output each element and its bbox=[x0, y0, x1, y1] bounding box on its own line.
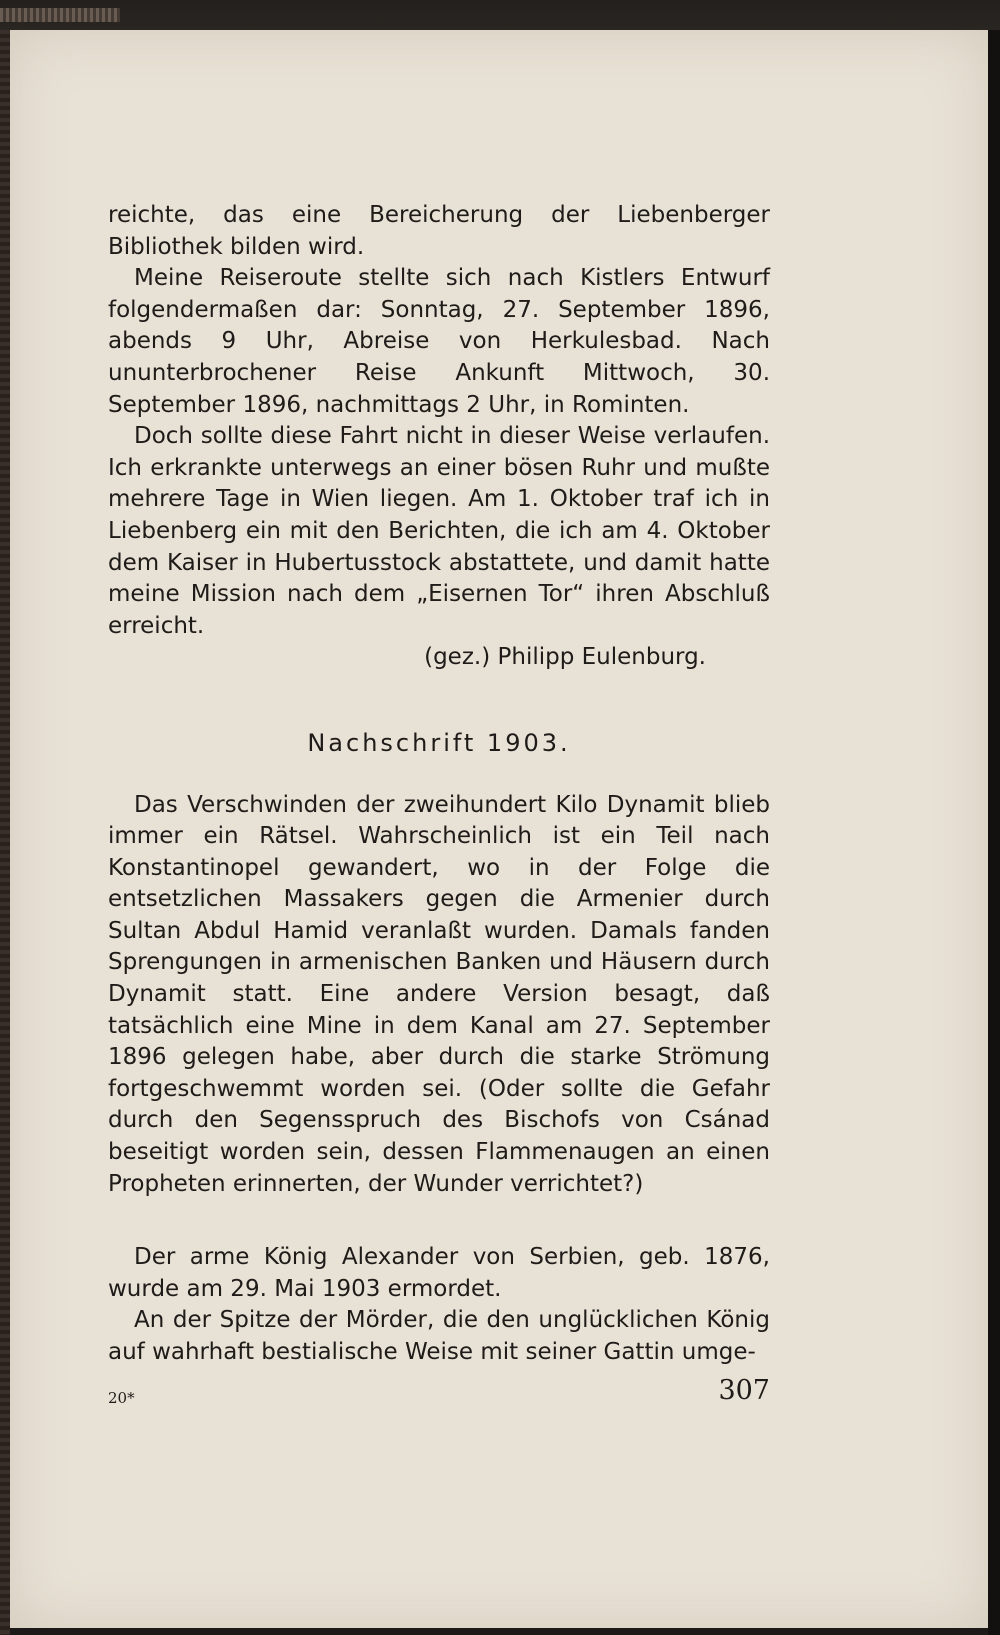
signature-mark: 20* bbox=[108, 1389, 135, 1407]
book-right-edge bbox=[988, 30, 1000, 1635]
paragraph-gap bbox=[108, 1200, 770, 1242]
book-spine-edge bbox=[0, 30, 10, 1635]
page-text bbox=[108, 200, 770, 1369]
paragraph: Der arme König Alexander von Serbien, geb. 1876, wurde am 29. Mai 1903 ermordet. bbox=[108, 1244, 770, 1302]
paragraph: Doch sollte diese Fahrt nicht in dieser Weise verlaufen. Ich erkrankte unterwegs an einer bösen Ruhr und mußte mehrere Tage in Wien liegen. Am 1. Oktober traf ich in Liebenberg ein mit den Berichten, die ich am 4. Oktober dem Kaiser in Hubertusstock abstattete, und damit hatte meine Mission nach dem „Eisernen Tor“ ihren Abschluß erreicht. bbox=[108, 423, 770, 639]
book-top-edge bbox=[0, 0, 1000, 32]
paragraph: reichte, das eine Bereicherung der Liebenberger Bibliothek bilden wird. bbox=[108, 202, 770, 260]
paragraph: Meine Reiseroute stellte sich nach Kistlers Entwurf folgendermaßen dar: Sonntag, 27. September 1896, abends 9 Uhr, Abreise von Herkulesbad. Nach ununterbrochener Reise Ankunft Mittwoch, 30. September 1896, nachmittags 2 Uhr, in Rominten. bbox=[108, 265, 770, 418]
signature: (gez.) Philipp Eulenburg. bbox=[424, 644, 706, 671]
paragraph: Das Verschwinden der zweihundert Kilo Dynamit blieb immer ein Rätsel. Wahrscheinlich ist ein Teil nach Konstantinopel gewandert, wo in der Folge die entsetzlichen Massakers gegen die Armenier durch Sultan Abdul Hamid veranlaßt wurden. Damals fanden Sprengungen in armenischen Banken und Häusern durch Dynamit statt. Eine andere Version besagt, daß tatsächlich eine Mine in dem Kanal am 27. September 1896 gelegen habe, aber durch die starke Strömung fortgeschwemmt worden sei. (Oder sollte die Gefahr durch den Segensspruch des Bischofs von Csánad beseitigt worden sein, dessen Flammenaugen an einen Propheten erinnerten, der Wunder verrichtet?) bbox=[108, 791, 770, 1197]
page-footer bbox=[108, 1375, 770, 1415]
page-number: 307 bbox=[718, 1375, 770, 1406]
paragraph: An der Spitze der Mörder, die den unglücklichen König auf wahrhaft bestialische Weise mit seiner Gattin umge- bbox=[108, 1307, 770, 1365]
section-heading: Nachschrift 1903. bbox=[307, 728, 571, 757]
worn-binding bbox=[0, 8, 120, 22]
